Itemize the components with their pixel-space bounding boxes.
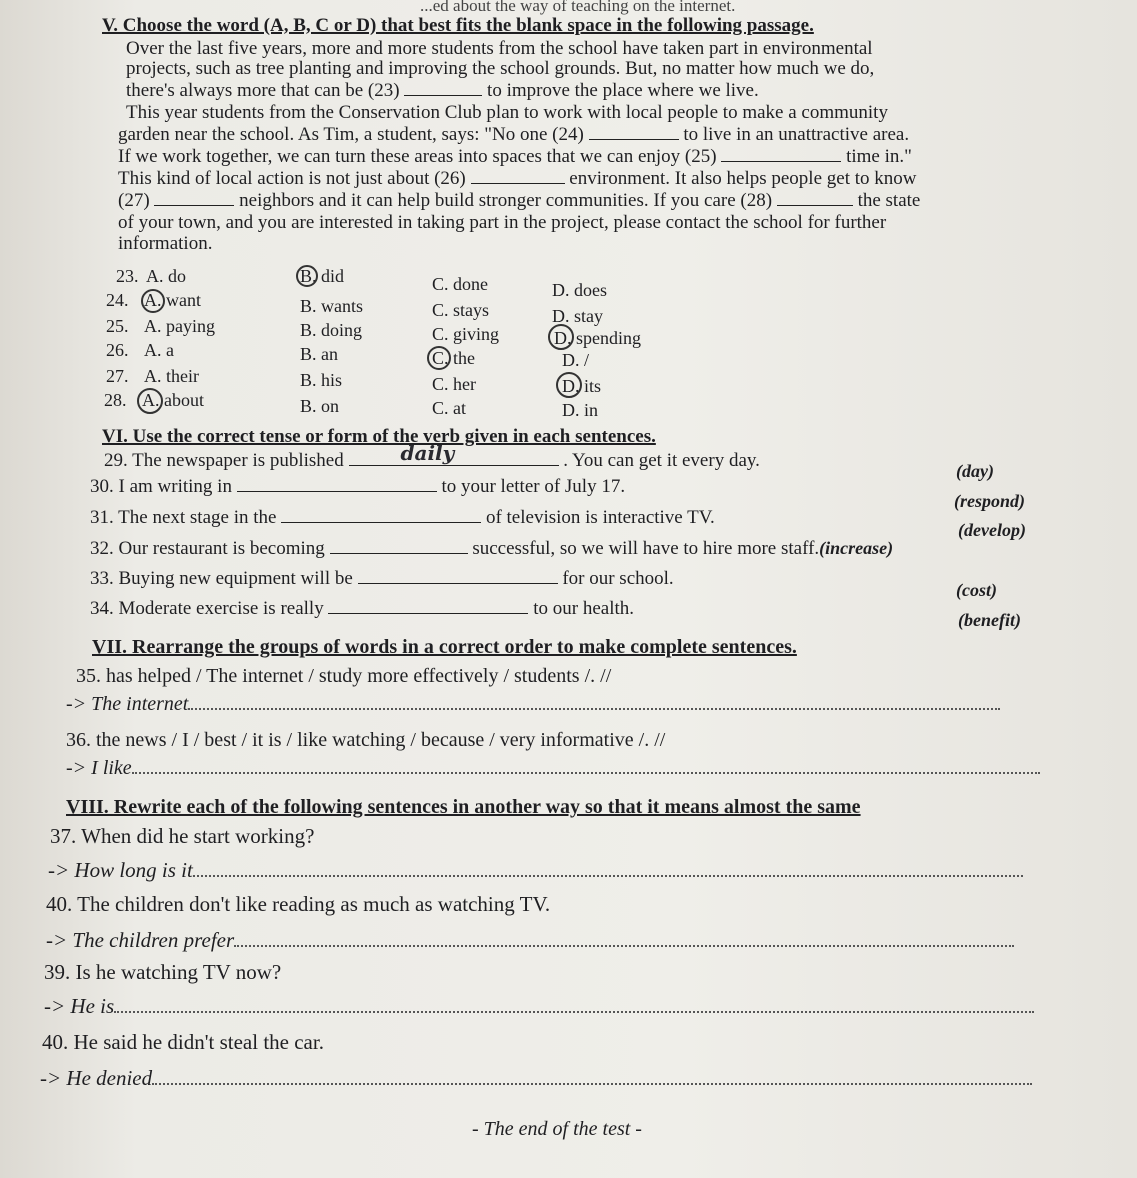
passage-line: Over the last five years, more and more students from the school have taken part in environmental <box>126 38 873 59</box>
answer-dots[interactable] <box>114 997 1034 1013</box>
section7-title: VII. Rearrange the groups of words in a correct order to make complete sentences. <box>92 636 797 658</box>
option-b[interactable]: B. wants <box>300 296 363 316</box>
answer-circle-26 <box>427 346 451 370</box>
passage-line: projects, such as tree planting and improving the school grounds. But, no matter how much we do, <box>126 58 875 79</box>
rearrange-35: 35. has helped / The internet / study more effectively / students /. // <box>76 665 612 687</box>
section6-title: VI. Use the correct tense or form of the verb given in each sentences. <box>102 426 656 447</box>
section8-title: VIII. Rewrite each of the following sentences in another way so that it means almost the same <box>66 796 861 818</box>
option-b[interactable]: B. on <box>300 396 340 416</box>
q-number: 28. <box>104 390 127 410</box>
passage-line: This year students from the Conservation Club plan to work with local people to make a community <box>126 102 888 123</box>
answer-line-36: -> I like <box>66 758 1040 779</box>
passage-line: This kind of local action is not just about (26) environment. It also helps people get to know <box>118 168 917 189</box>
option-c[interactable]: C. stays <box>432 300 490 320</box>
rewrite-answer-line: -> How long is it <box>48 860 1023 881</box>
answer-line-35: -> The internet <box>66 694 1000 715</box>
option-b[interactable]: B. an <box>300 344 338 364</box>
answer-dots-35[interactable] <box>188 694 1000 710</box>
blank-24[interactable] <box>589 125 679 140</box>
q-number: 23. <box>116 266 139 286</box>
option-a[interactable]: A. their <box>144 366 199 386</box>
q-number: 24. <box>106 290 129 310</box>
option-a[interactable]: A. paying <box>144 316 215 336</box>
rewrite-question: 40. The children don't like reading as much as watching TV. <box>46 892 551 916</box>
verb-hint: (day) <box>956 461 994 481</box>
rewrite-question: 40. He said he didn't steal the car. <box>42 1030 324 1054</box>
rewrite-question: 39. Is he watching TV now? <box>44 960 282 984</box>
blank-26[interactable] <box>471 169 565 184</box>
blank-28[interactable] <box>777 191 853 206</box>
answer-blank-33[interactable] <box>358 569 558 584</box>
verb-hint: (cost) <box>956 580 997 600</box>
option-a[interactable]: A. about <box>142 390 204 410</box>
answer-dots-36[interactable] <box>132 758 1040 774</box>
option-c[interactable]: C. giving <box>432 324 500 344</box>
answer-circle-24 <box>141 289 165 313</box>
option-b[interactable]: B. doing <box>300 320 363 340</box>
section5-title: V. Choose the word (A, B, C or D) that best fits the blank space in the following passage. <box>102 15 814 36</box>
answer-dots[interactable] <box>193 861 1023 877</box>
option-d[interactable]: D. / <box>562 350 589 370</box>
rewrite-answer-line: -> He is <box>44 996 1034 1017</box>
verb-hint: (respond) <box>954 491 1025 511</box>
verb-item-30: 30. I am writing in to your letter of July 17. <box>90 476 626 497</box>
answer-blank-30[interactable] <box>237 477 437 492</box>
rewrite-answer-line: -> He denied <box>40 1068 1032 1089</box>
option-a[interactable]: A. do <box>146 266 186 286</box>
option-c[interactable]: C. the <box>432 348 475 368</box>
answer-blank-34[interactable] <box>328 599 528 614</box>
answer-blank-31[interactable] <box>281 508 481 523</box>
answer-circle-25 <box>548 324 574 350</box>
verb-item-29: 29. The newspaper is published daily . You can get it every day. <box>104 441 760 471</box>
q-number: 25. <box>106 316 129 336</box>
passage-line: information. <box>118 233 213 254</box>
passage-line: there's always more that can be (23) to improve the place where we live. <box>126 80 759 101</box>
verb-item-32: 32. Our restaurant is becoming successful, so we will have to hire more staff.(increase) <box>90 538 894 559</box>
rearrange-36: 36. the news / I / best / it is / like watching / because / very informative /. // <box>66 729 666 751</box>
option-d[interactable]: D. stay <box>552 306 603 326</box>
passage-line: (27) neighbors and it can help build stronger communities. If you care (28) the state <box>118 190 921 211</box>
verb-hint: (develop) <box>958 520 1026 540</box>
option-d[interactable]: D. in <box>562 400 598 420</box>
option-a[interactable]: A. a <box>144 340 174 360</box>
answer-blank-29[interactable] <box>349 441 559 466</box>
answer-dots[interactable] <box>234 931 1014 947</box>
q-number: 26. <box>106 340 129 360</box>
answer-dots[interactable] <box>152 1069 1032 1085</box>
option-c[interactable]: C. done <box>432 274 488 294</box>
option-c[interactable]: C. at <box>432 398 466 418</box>
blank-25[interactable] <box>721 147 841 162</box>
verb-item-31: 31. The next stage in the of television is interactive TV. <box>90 507 715 528</box>
verb-item-33: 33. Buying new equipment will be for our school. <box>90 568 674 589</box>
top-note: ...ed about the way of teaching on the internet. <box>420 0 736 15</box>
option-b[interactable]: B. did <box>300 266 345 286</box>
option-b[interactable]: B. his <box>300 370 343 390</box>
blank-23[interactable] <box>404 81 482 96</box>
answer-circle-23 <box>296 265 318 287</box>
option-a[interactable]: A. want <box>144 290 201 310</box>
verb-hint: (benefit) <box>958 610 1021 630</box>
handwritten-answer: daily <box>400 441 455 465</box>
end-of-test: - The end of the test - <box>472 1118 642 1140</box>
blank-27[interactable] <box>154 191 234 206</box>
passage-line: of your town, and you are interested in taking part in the project, please contact the school for further <box>118 212 887 233</box>
passage-line: garden near the school. As Tim, a student, says: "No one (24) to live in an unattractive area. <box>118 124 910 145</box>
rewrite-answer-line: -> The children prefer <box>46 930 1014 951</box>
verb-item-34: 34. Moderate exercise is really to our health. <box>90 598 634 619</box>
option-c[interactable]: C. her <box>432 374 476 394</box>
answer-circle-28 <box>137 388 163 414</box>
option-d[interactable]: D. does <box>552 280 607 300</box>
q-number: 27. <box>106 366 129 386</box>
passage-line: If we work together, we can turn these areas into spaces that we can enjoy (25) time in." <box>118 146 912 167</box>
option-d[interactable]: D. its <box>562 376 602 396</box>
rewrite-question: 37. When did he start working? <box>50 824 315 848</box>
answer-circle-27 <box>556 372 582 398</box>
option-d[interactable]: D. spending <box>554 328 641 348</box>
answer-blank-32[interactable] <box>330 539 468 554</box>
